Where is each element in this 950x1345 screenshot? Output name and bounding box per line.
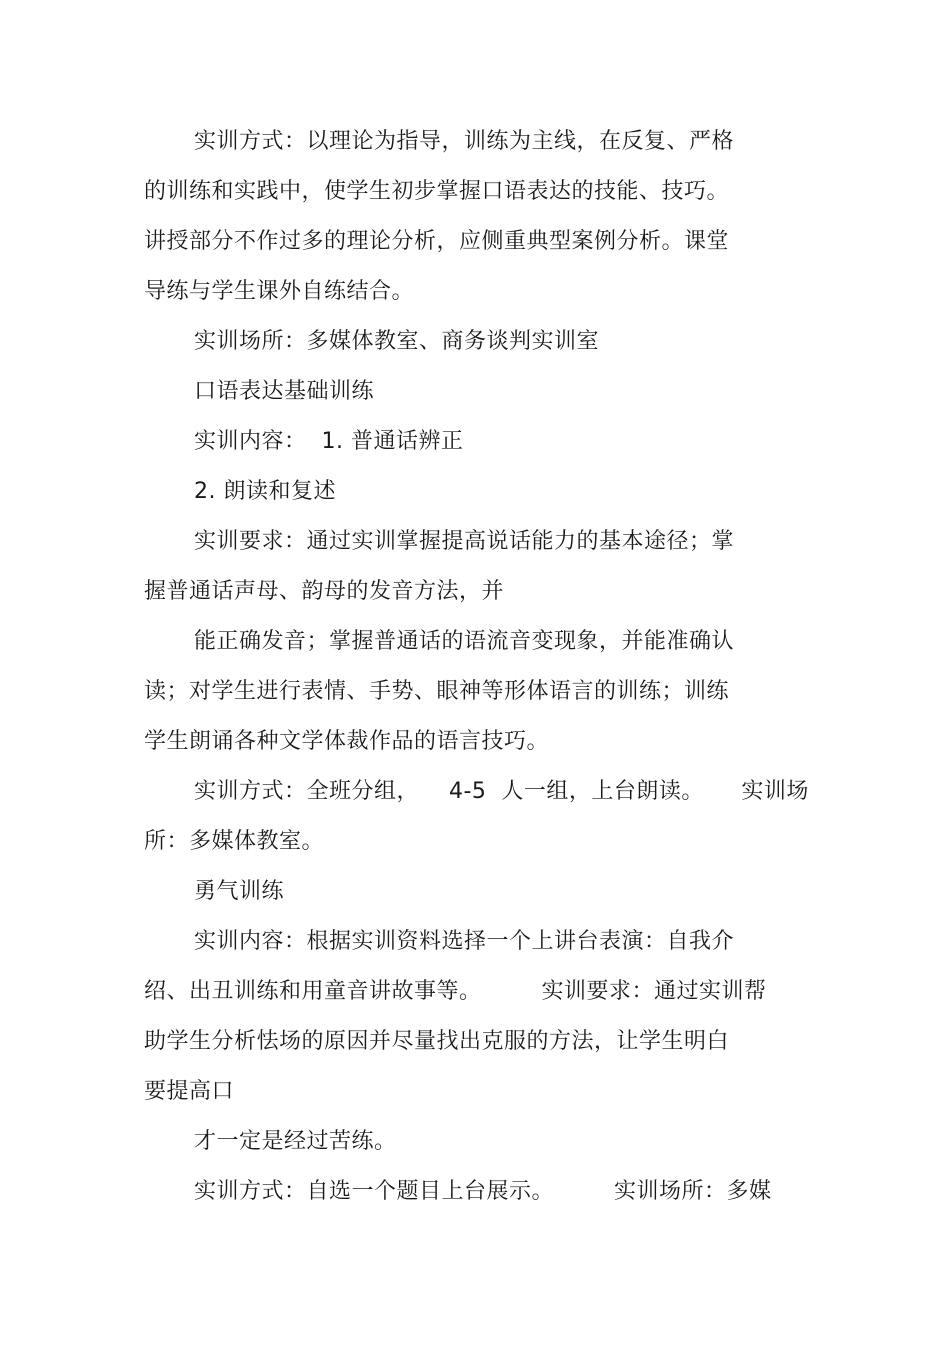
paragraph-line: 助学生分析怯场的原因并尽量找出克服的方法，让学生明白 — [144, 1029, 730, 1054]
paragraph-line: 实训要求：通过实训掌握提高说话能力的基本途径；掌 — [194, 529, 735, 554]
paragraph-line: 才一定是经过苦练。 — [194, 1129, 397, 1154]
paragraph-line: 的训练和实践中，使学生初步掌握口语表达的技能、技巧。 — [144, 179, 730, 204]
paragraph-line: 能正确发音；掌握普通话的语流音变现象，并能准确认 — [194, 629, 735, 654]
paragraph-line: 实训内容： 1. 普通话辨正 — [194, 429, 464, 454]
paragraph-line: 讲授部分不作过多的理论分析，应侧重典型案例分析。课堂 — [144, 229, 730, 254]
paragraph-line: 导练与学生课外自练结合。 — [144, 279, 415, 304]
section-heading: 口语表达基础训练 — [194, 379, 375, 404]
paragraph-line: 实训方式：以理论为指导，训练为主线，在反复、严格 — [194, 129, 735, 154]
paragraph-line: 要提高口 — [144, 1079, 235, 1104]
paragraph-line: 实训方式：自选一个题目上台展示。 实训场所：多媒 — [194, 1179, 772, 1204]
paragraph-line: 2. 朗读和复述 — [194, 479, 336, 504]
paragraph-line: 握普通话声母、韵母的发音方法，并 — [144, 579, 505, 604]
paragraph-line: 实训场所：多媒体教室、商务谈判实训室 — [194, 329, 600, 354]
paragraph-line: 实训内容：根据实训资料选择一个上讲台表演：自我介 — [194, 929, 735, 954]
paragraph-line: 绍、出丑训练和用童音讲故事等。 实训要求：通过实训帮 — [144, 979, 767, 1004]
section-heading: 勇气训练 — [194, 879, 285, 904]
paragraph-line: 实训方式：全班分组， 4-5 人一组，上台朗读。 实训场 — [194, 779, 809, 804]
paragraph-line: 读；对学生进行表情、手势、眼神等形体语言的训练；训练 — [144, 679, 730, 704]
paragraph-line: 所：多媒体教室。 — [144, 829, 325, 854]
paragraph-line: 学生朗诵各种文学体裁作品的语言技巧。 — [144, 729, 550, 754]
